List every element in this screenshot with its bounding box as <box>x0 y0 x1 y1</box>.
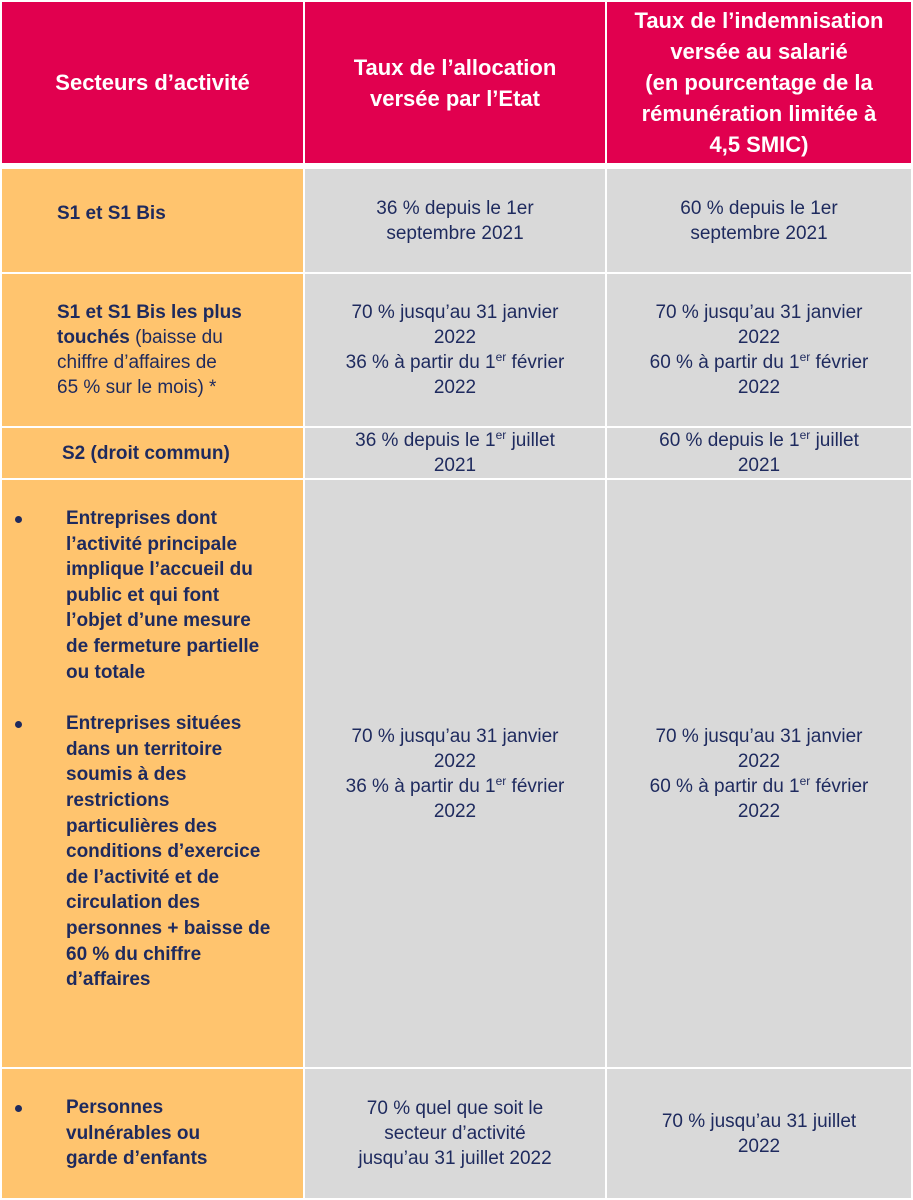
allocation-s1-most-affected: 70 % jusqu’au 31 janvier 2022 36 % à partir du 1er février 2022 <box>305 274 605 426</box>
sector-s1-most-affected <box>2 274 303 426</box>
indemnisation-vulnerable-persons: 70 % jusqu’au 31 juillet 2022 <box>607 1069 911 1198</box>
allocation-restricted-businesses: 70 % jusqu’au 31 janvier 2022 36 % à partir du 1er février 2022 <box>305 480 605 1067</box>
indemnisation-s2: 60 % depuis le 1er juillet 2021 <box>607 428 911 478</box>
header-sectors: Secteurs d’activité <box>2 2 303 163</box>
sector-restricted-businesses <box>2 480 303 1067</box>
allocation-s2: 36 % depuis le 1er juillet 2021 <box>305 428 605 478</box>
sector-vulnerable-persons <box>2 1069 303 1198</box>
sector-s2: S2 (droit commun) <box>2 428 303 478</box>
allocation-s1-most-affected-line3: 36 % à partir du 1er février <box>345 350 565 373</box>
header-allocation: Taux de l’allocation versée par l’Etat <box>305 2 605 163</box>
indemnisation-restricted-line3: 60 % à partir du 1er février <box>649 773 869 797</box>
bullet-item-territory-restrictions: Entreprises situées dans un territoire soumis à des restrictions particulières des conditions d’exercice de l’activité et de circulation des personnes + baisse de 60 % du chiffre d’affaires <box>2 711 303 993</box>
indemnisation-s1: 60 % depuis le 1er septembre 2021 <box>607 169 911 272</box>
allocation-vulnerable-persons: 70 % quel que soit le secteur d’activité jusqu’au 31 juillet 2022 <box>305 1069 605 1198</box>
bullet-item-vulnerable: Personnes vulnérables ou garde d’enfants <box>2 1095 303 1172</box>
indemnisation-s1-most-affected: 70 % jusqu’au 31 janvier 2022 60 % à partir du 1er février 2022 <box>607 274 911 426</box>
bullet-icon <box>15 721 22 728</box>
indemnisation-s2-line1: 60 % depuis le 1er juillet <box>659 428 859 451</box>
allocation-restricted-line3: 36 % à partir du 1er février <box>345 773 565 797</box>
allocation-s1: 36 % depuis le 1er septembre 2021 <box>305 169 605 272</box>
sector-restricted-bullets <box>2 506 303 993</box>
sector-vulnerable-bullets <box>2 1095 303 1172</box>
indemnisation-restricted-businesses: 70 % jusqu’au 31 janvier 2022 60 % à partir du 1er février 2022 <box>607 480 911 1067</box>
sector-s1: S1 et S1 Bis <box>2 169 303 272</box>
allocation-s2-line1: 36 % depuis le 1er juillet <box>355 428 555 451</box>
indemnisation-s1-most-affected-line3: 60 % à partir du 1er février <box>649 350 869 373</box>
sector-s1-most-affected-text: S1 et S1 Bis les plus touchés (baisse du chiffre d’affaires de 65 % sur le mois) * <box>57 302 242 398</box>
header-indemnisation: Taux de l’indemnisation versée au salarié (en pourcentage de la rémunération limitée à 4,5 SMIC) <box>607 2 911 163</box>
bullet-icon <box>15 516 22 523</box>
bullet-item-public-reception: Entreprises dont l’activité principale implique l’accueil du public et qui font l’objet d’une mesure de fermeture partielle ou totale <box>2 506 303 685</box>
bullet-icon <box>15 1105 22 1112</box>
